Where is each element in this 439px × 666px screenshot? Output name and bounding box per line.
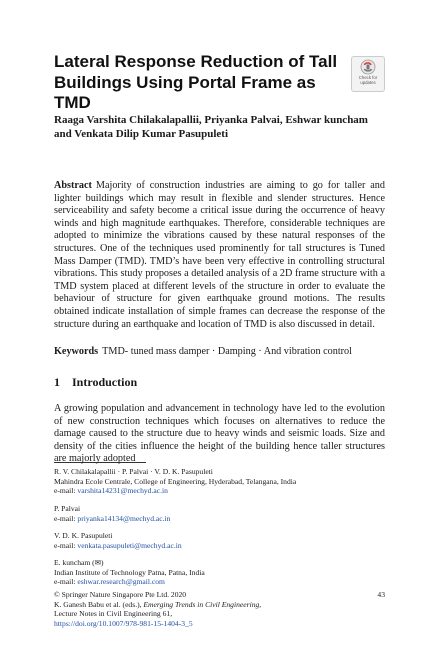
series-info: Lecture Notes in Civil Engineering 61, [54,609,173,619]
email-link[interactable]: varshita14231@mechyd.ac.in [77,486,168,496]
section-number: 1 [54,375,60,389]
email-link[interactable]: priyanka14134@mechyd.ac.in [77,513,171,523]
affiliation-line: P. Palvai [54,504,81,513]
page-number: 43 [377,590,385,599]
copyright: © Springer Nature Singapore Pte Ltd. 2020 [54,590,187,599]
section-heading [54,375,137,390]
keywords [54,346,385,359]
email-link[interactable]: eshwar.research@gmail.com [77,577,165,587]
affiliation-4 [54,558,385,587]
check-for-updates-badge[interactable] [351,56,385,92]
email-label: e-mail: [54,513,76,523]
abstract [54,180,385,331]
affiliation-2 [54,504,385,523]
affiliation-line: E. kuncham (✉) [54,558,104,567]
doi-link[interactable]: https://doi.org/10.1007/978-981-15-1404-3_5 [54,618,193,628]
footer [54,590,385,628]
abstract-label: Abstract [54,180,92,191]
book-title: Emerging Trends in Civil Engineering, [143,599,262,609]
author-list: Raaga Varshita Chilakalapallii, Priyanka Palvai, Eshwar kuncham and Venkata Dilip Kumar Pasupuleti [54,114,368,140]
section-title: Introduction [72,375,138,389]
affiliation-3 [54,531,385,550]
paper-title: Lateral Response Reduction of Tall Buildings Using Portal Frame as TMD [54,52,338,112]
footnote-rule [54,462,146,463]
email-label: e-mail: [54,577,76,587]
badge-line1: Check for [358,75,378,80]
check-updates-icon [360,59,376,75]
email-label: e-mail: [54,486,76,496]
affiliation-line: V. D. K. Pasupuleti [54,531,113,540]
affiliation-1 [54,467,385,496]
email-label: e-mail: [54,540,76,550]
email-link[interactable]: venkata.pasupuleti@mechyd.ac.in [77,540,182,550]
abstract-text: Majority of construction industries are aiming to go for taller and lighter buildings which may result in flexible and slender structures. Hence serviceability and safety become a critical issue during the occurrence of heavy winds and high magnitude earthquakes. Therefore, considerable techniques are adopted to minimize the vibrations caused by these natural responses of the structures. One of the techniques used prominently for tall structures is Tuned Mass Damper (TMD). TMD’s have been very effective in controlling structural vibrations. This study proposes a detailed analysis of a 2D frame structure with a TMD system placed at different levels of the structure in order to evaluate the behaviour of structure for given earthquake ground motions. The results obtained indicate installation of simple frames can decrease the response of the structure during an earthquake and location of TMD is also discussed in detail. [54,180,385,330]
intro-paragraph: A growing population and advancement in technology have led to the evolution of new construction techniques which focuses on alternatives to reduce the damage caused to the structure due to heavy winds and seismic loads. Size and density of the cities influence the height of the building hence taller structures are majorly adopted [54,403,385,465]
citation-editors: K. Ganesh Babu et al. (eds.), [54,599,144,609]
badge-line2: updates [360,79,376,85]
keywords-text: TMD- tuned mass damper · Damping · And vibration control [102,346,352,357]
keywords-label: Keywords [54,346,99,357]
affiliation-line: Indian Institute of Technology Patna, Patna, India [54,567,205,577]
affiliation-line: R. V. Chilakalapallii · P. Palvai · V. D. K. Pasupuleti [54,467,213,476]
affiliation-line: Mahindra Ecole Centrale, College of Engineering, Hyderabad, Telangana, India [54,476,297,486]
